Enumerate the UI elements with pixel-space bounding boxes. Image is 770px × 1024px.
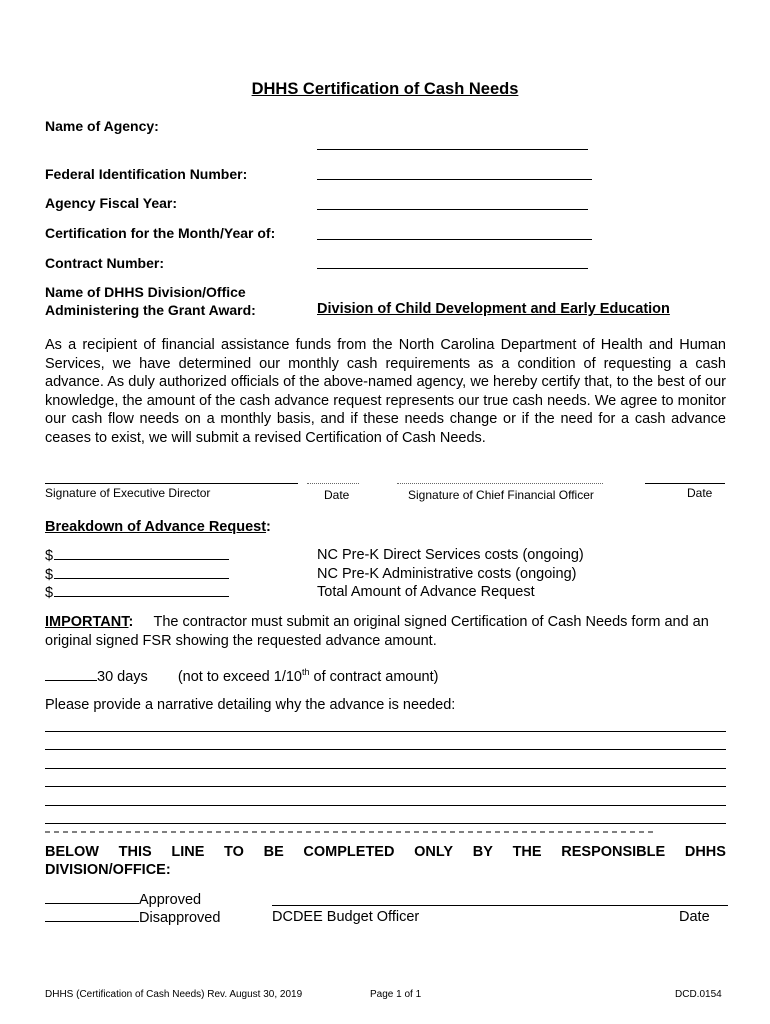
federal-id-label: Federal Identification Number: — [45, 166, 248, 182]
days-field[interactable] — [45, 668, 97, 681]
division-label-line2: Administering the Grant Award: — [45, 302, 256, 318]
disapproved-label: Disapproved — [139, 910, 221, 926]
below-word: LINE — [171, 844, 205, 860]
important-text: The contractor must submit an original signed Certification of Cash Needs form and an original signed FSR showing the requested advance amount. — [45, 614, 709, 649]
narrative-line-4[interactable] — [45, 786, 726, 787]
narrative-line-3[interactable] — [45, 768, 726, 769]
important-colon: : — [128, 614, 134, 630]
approved-field[interactable] — [45, 891, 139, 904]
disapproved-field[interactable] — [45, 909, 139, 922]
cost-item-administrative: NC Pre-K Administrative costs (ongoing) — [317, 566, 577, 582]
narrative-line-2[interactable] — [45, 749, 726, 750]
date-2-line[interactable] — [645, 483, 725, 484]
days-note-prefix: (not to exceed 1/10 — [177, 668, 302, 685]
direct-services-amount-field[interactable] — [54, 547, 229, 560]
below-word: BE — [263, 844, 284, 860]
month-year-field[interactable] — [317, 239, 592, 240]
certification-paragraph: As a recipient of financial assistance funds from the North Carolina Department of Health and Human Services, we have determined our monthly cash requirements as a condition of requesting a cash advance. As duly authorized officials of the above-named agency, we hereby certify that, to the best of our knowledge, the amount of the cash advance request represents our true cash needs. We agree to monitor our cash flow needs on a monthly basis, and if these needs change or if the need for a cash advance ceases to exist, we will submit a revised Certification of Cash Needs. — [45, 337, 726, 446]
footer-form-revision: DHHS (Certification of Cash Needs) Rev. August 30, 2019 — [45, 989, 303, 1000]
below-word: THIS — [118, 844, 152, 860]
agency-name-label: Name of Agency: — [45, 118, 159, 134]
currency-symbol: $ — [45, 567, 54, 583]
cost-item-direct-services: NC Pre-K Direct Services costs (ongoing) — [317, 547, 584, 563]
date-1-caption: Date — [324, 488, 350, 502]
total-amount-field[interactable] — [54, 584, 229, 597]
days-note-suffix: of contract amount) — [309, 668, 439, 685]
disapproved-row — [45, 909, 220, 926]
below-word: BY — [472, 844, 493, 860]
contract-number-field[interactable] — [317, 268, 588, 269]
administrative-amount-field[interactable] — [54, 566, 229, 579]
narrative-line-5[interactable] — [45, 805, 726, 806]
narrative-line-6[interactable] — [45, 823, 726, 824]
budget-officer-date-label: Date — [679, 909, 710, 925]
cfo-caption: Signature of Chief Financial Officer — [408, 488, 594, 502]
form-title: DHHS Certification of Cash Needs — [251, 80, 519, 98]
division-value: Division of Child Development and Early Education — [317, 301, 670, 317]
important-note — [45, 613, 726, 651]
below-word: COMPLETED — [303, 844, 395, 860]
footer-form-code: DCD.0154 — [675, 989, 722, 1000]
below-word: TO — [224, 844, 244, 860]
breakdown-heading-colon: : — [266, 519, 271, 535]
agency-name-field[interactable] — [317, 149, 588, 150]
date-1-line[interactable] — [307, 483, 359, 484]
cfo-signature-line[interactable] — [397, 483, 603, 484]
currency-symbol: $ — [45, 585, 54, 601]
budget-officer-signature-line[interactable] — [272, 905, 728, 906]
exec-director-caption: Signature of Executive Director — [45, 486, 211, 500]
exec-director-signature-line[interactable] — [45, 483, 298, 484]
amount-row-direct-services — [45, 547, 229, 564]
dashed-separator — [45, 830, 657, 834]
approved-row — [45, 891, 201, 908]
below-word: DHHS — [684, 844, 726, 860]
below-line-second-row: DIVISION/OFFICE: — [45, 862, 171, 878]
fiscal-year-label: Agency Fiscal Year: — [45, 195, 178, 211]
days-note — [178, 669, 439, 685]
fiscal-year-field[interactable] — [317, 209, 588, 210]
cost-item-total: Total Amount of Advance Request — [317, 584, 535, 600]
important-label: IMPORTANT — [45, 614, 129, 630]
days-row — [45, 667, 438, 685]
amount-row-total — [45, 584, 229, 601]
days-note-sup: th — [301, 667, 310, 677]
budget-officer-label: DCDEE Budget Officer — [272, 909, 420, 925]
narrative-prompt: Please provide a narrative detailing why the advance is needed: — [45, 697, 456, 713]
currency-symbol: $ — [45, 548, 54, 564]
division-label-line1: Name of DHHS Division/Office — [45, 284, 246, 300]
below-line-notice — [45, 843, 726, 879]
below-word: THE — [512, 844, 542, 860]
breakdown-heading-text: Breakdown of Advance Request — [45, 519, 267, 535]
month-year-label: Certification for the Month/Year of: — [45, 225, 276, 241]
federal-id-field[interactable] — [317, 179, 592, 180]
days-value: 30 days — [97, 668, 148, 685]
below-word: RESPONSIBLE — [561, 844, 666, 860]
amount-row-administrative — [45, 566, 229, 583]
below-line-first-row — [45, 843, 726, 861]
approved-label: Approved — [139, 892, 202, 908]
narrative-line-1[interactable] — [45, 731, 726, 732]
below-word: ONLY — [414, 844, 454, 860]
date-2-caption: Date — [687, 486, 713, 500]
contract-number-label: Contract Number: — [45, 255, 165, 271]
footer-page-number: Page 1 of 1 — [370, 989, 422, 1000]
below-word: BELOW — [45, 844, 99, 860]
breakdown-heading — [45, 519, 271, 535]
